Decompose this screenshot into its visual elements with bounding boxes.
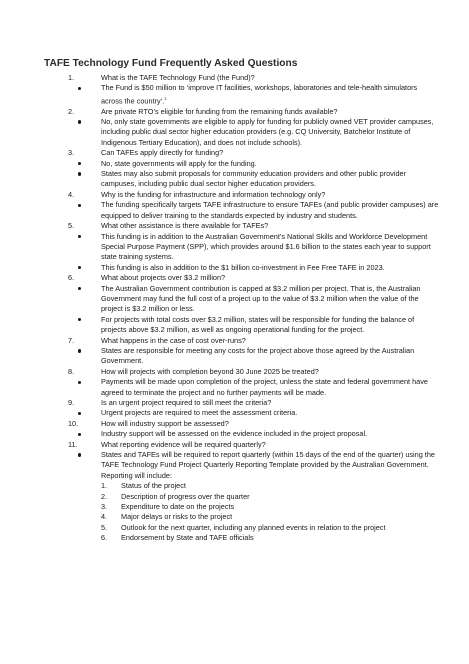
answer-item <box>44 200 439 221</box>
sublist-item <box>101 523 439 533</box>
question-text: What happens in the case of cost over-runs? <box>101 335 246 345</box>
bullet-icon <box>44 159 101 169</box>
question-text: Is an urgent project required to still meet the criteria? <box>101 398 272 408</box>
faq-item <box>44 398 439 419</box>
bullet-icon <box>44 377 101 398</box>
faq-item <box>44 419 439 440</box>
answer-text: No, only state governments are eligible to apply for funding for publicly owned VET provider campuses, including public dual sector higher education providers (e.g. CQ University, Batchelor Institute of Indigenous Tertiary Education), and does not include schools). <box>101 117 434 147</box>
faq-item <box>44 336 439 367</box>
answer-item <box>44 83 439 106</box>
bullet-icon <box>44 117 101 148</box>
footnote-marker: 1 <box>164 95 167 101</box>
answer-text: The funding specifically targets TAFE infrastructure to ensure TAFEs (and public provider campuses) are equipped to deliver training to the standards expected by industry and students. <box>101 200 439 220</box>
question-number: 4. <box>68 189 75 199</box>
answer-list <box>44 83 439 106</box>
faq-item <box>44 190 439 221</box>
answer-item <box>44 117 439 148</box>
answer-text: Payments will be made upon completion of the project, unless the state and federal government have agreed to terminate the project and no further payments will be made. <box>101 377 428 397</box>
bullet-icon <box>44 450 101 481</box>
answer-item <box>44 450 439 481</box>
reporting-sublist <box>44 481 439 543</box>
answer-text: Industry support will be assessed on the evidence included in the project proposal. <box>101 429 368 439</box>
question-number: 1. <box>68 73 75 82</box>
answer-list <box>44 159 439 190</box>
answer-text: States are responsible for meeting any costs for the project above those agreed by the Australian Government. <box>101 345 415 366</box>
sublist-text: Outlook for the next quarter, including any planned events in relation to the project <box>121 522 386 532</box>
faq-question <box>44 273 439 283</box>
bullet-icon <box>44 232 101 263</box>
bullet-icon <box>44 263 101 273</box>
answer-item <box>44 346 439 367</box>
sublist-text: Description of progress over the quarter <box>121 491 250 501</box>
answer-list <box>44 429 439 439</box>
faq-item <box>44 107 439 149</box>
sublist-number: 4. <box>101 512 108 522</box>
bullet-icon <box>44 346 101 367</box>
sublist-item <box>101 492 439 502</box>
answer-text: States may also submit proposals for community education providers and other public provider campuses, including public dual sector higher education providers. <box>101 169 406 189</box>
question-number: 3. <box>68 148 75 158</box>
answer-text: States and TAFEs will be required to report quarterly (within 15 days of the end of the quarter) using the TAFE Technology Fund Project Quarterly Reporting Template provided by the Australian Government. Reporting will include: <box>101 450 435 480</box>
bullet-icon <box>44 83 101 106</box>
faq-question <box>44 107 439 117</box>
question-text: Are private RTO’s eligible for funding from the remaining funds available? <box>101 106 338 116</box>
sublist-text: Endorsement by State and TAFE officials <box>121 533 254 543</box>
answer-item <box>44 169 439 190</box>
answer-text: This funding is in addition to the Australian Government’s National Skills and Workforce Development Special Purpose Payment (SPP), which provides around $1.6 billion to the states each year to support state training systems. <box>101 231 431 262</box>
question-text: What is the TAFE Technology Fund (the Fund)? <box>101 73 255 82</box>
sublist-text: Major delays or risks to the project <box>121 512 233 522</box>
sublist-item <box>101 502 439 512</box>
question-number: 5. <box>68 221 75 231</box>
sublist-number: 2. <box>101 491 108 501</box>
answer-text: Urgent projects are required to meet the assessment criteria. <box>101 408 298 418</box>
question-text: What reporting evidence will be required quarterly? <box>101 439 266 449</box>
faq-item <box>44 367 439 398</box>
answer-list <box>44 200 439 221</box>
question-number: 10. <box>68 418 79 428</box>
sublist-item <box>101 533 439 543</box>
bullet-icon <box>44 315 101 336</box>
faq-item <box>44 73 439 107</box>
question-number: 9. <box>68 398 75 408</box>
answer-list <box>44 450 439 481</box>
question-number: 8. <box>68 366 75 376</box>
faq-question <box>44 367 439 377</box>
answer-text: No, state governments will apply for the funding. <box>101 158 257 168</box>
faq-question <box>44 419 439 429</box>
bullet-icon <box>44 408 101 418</box>
sublist-number: 1. <box>101 481 108 491</box>
answer-list <box>44 377 439 398</box>
faq-question <box>44 148 439 158</box>
question-text: How will industry support be assessed? <box>101 418 229 428</box>
bullet-icon <box>44 429 101 439</box>
answer-text: For projects with total costs over $3.2 million, states will be responsible for funding the balance of projects above $3.2 million, as well as ongoing operational funding for the project. <box>101 314 415 335</box>
faq-question <box>44 398 439 408</box>
sublist-text: Expenditure to date on the projects <box>121 502 235 512</box>
question-number: 7. <box>68 335 75 345</box>
answer-list <box>44 284 439 336</box>
faq-question <box>44 73 439 83</box>
sublist-number: 3. <box>101 502 108 512</box>
sublist-number: 6. <box>101 533 108 543</box>
faq-question <box>44 221 439 231</box>
answer-item <box>44 284 439 315</box>
answer-item <box>44 232 439 263</box>
bullet-icon <box>44 284 101 315</box>
question-number: 2. <box>68 106 75 116</box>
answer-item <box>44 377 439 398</box>
faq-item <box>44 148 439 190</box>
answer-item <box>44 315 439 336</box>
faq-question <box>44 440 439 450</box>
answer-text: The Fund is $50 million to ‘improve IT facilities, workshops, laboratories and tele-health simulators across the country’. <box>101 83 418 106</box>
answer-item <box>44 159 439 169</box>
question-text: What about projects over $3.2 million? <box>101 273 226 283</box>
faq-item <box>44 221 439 273</box>
question-text: What other assistance is there available for TAFEs? <box>101 221 269 231</box>
answer-list <box>44 346 439 367</box>
answer-list <box>44 408 439 418</box>
sublist-number: 5. <box>101 522 108 532</box>
answer-item <box>44 429 439 439</box>
answer-text: This funding is also in addition to the $1 billion co-investment in Fee Free TAFE in 2023. <box>101 262 385 272</box>
sublist-text: Status of the project <box>121 481 186 491</box>
answer-list <box>44 117 439 148</box>
question-text: Why is the funding for infrastructure and information technology only? <box>101 189 326 199</box>
sublist-item <box>101 481 439 491</box>
faq-list <box>44 73 439 544</box>
answer-text: The Australian Government contribution is capped at $3.2 million per project. That is, the Australian Government may fund the full cost of a project up to the value of $3.2 million when the value of the project is $3.2 million or less. <box>101 283 421 314</box>
question-number: 11. <box>68 439 78 449</box>
bullet-icon <box>44 200 101 221</box>
question-text: How will projects with completion beyond 30 June 2025 be treated? <box>101 366 319 376</box>
question-text: Can TAFEs apply directly for funding? <box>101 148 224 158</box>
answer-list <box>44 232 439 274</box>
sublist-item <box>101 512 439 522</box>
faq-item <box>44 273 439 335</box>
faq-item <box>44 440 439 544</box>
answer-item <box>44 263 439 273</box>
question-number: 6. <box>68 273 75 283</box>
faq-question <box>44 336 439 346</box>
bullet-icon <box>44 169 101 190</box>
answer-item <box>44 408 439 418</box>
page-title: TAFE Technology Fund Frequently Asked Questions <box>44 58 298 69</box>
faq-question <box>44 190 439 200</box>
